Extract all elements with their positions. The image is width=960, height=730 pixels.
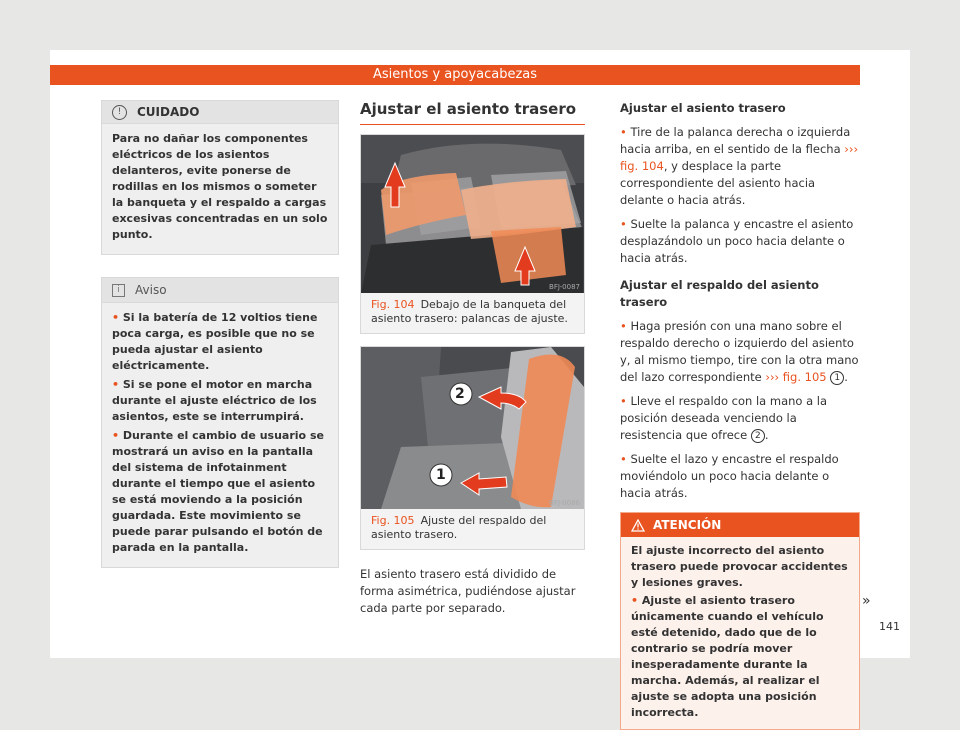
figure-105-image [361,347,584,509]
figure-104 [360,134,585,334]
instruction-item: • Suelte el lazo y encastre el respaldo moviéndolo un poco hacia delante o hacia atrás. [620,452,839,500]
figure-number: Fig. 105 [371,514,415,527]
rear-seat-lever-illustration [361,135,584,293]
callout-number: 1 [830,371,844,385]
aviso-item: • Durante el cambio de usuario se mostrará un aviso en la pantalla del sistema de infotainment durante el tiempo que el asiento se está moviendo a la posición guardada. Este movimiento se puede parar pulsando el botón de parada en la pantalla. [112,429,324,554]
section-title: Ajustar el asiento trasero [360,100,585,125]
cuidado-title: CUIDADO [137,105,200,119]
atencion-text: El ajuste incorrecto del asiento trasero puede provocar accidentes y lesiones graves. [631,544,848,589]
aviso-title: Aviso [135,283,167,297]
instruction-item: • Haga presión con una mano sobre el respaldo derecho o izquierdo del asiento y, al mismo tiempo, tire con la otra mano del lazo correspondiente ››› fig. 105 1 . [620,319,859,384]
warning-triangle-icon [631,519,645,532]
callout-2: 2 [455,386,465,402]
aviso-body [102,303,338,567]
intro-paragraph: El asiento trasero está dividido de forma asimétrica, pudiéndose ajustar cada parte por separado. [360,567,576,615]
cuidado-box [101,100,339,255]
bullet-icon: • [620,452,631,466]
aviso-item: • Si la batería de 12 voltios tiene poca carga, es posible que no se pueda ajustar el asiento eléctricamente. [112,311,318,372]
atencion-box [620,512,860,730]
cuidado-text: Para no dañar los componentes eléctricos de los asientos delanteros, evite ponerse de rodillas en los mismos o someter la banqueta y el respaldo a cargas excesivas concentradas en un solo punto. [112,132,328,241]
figure-105-caption [361,509,584,549]
left-column [101,100,339,568]
callout-1: 1 [436,467,446,483]
instruction-item: • Suelte la palanca y encastre el asiento desplazándolo un poco hacia delante o hacia atrás. [620,217,854,265]
figure-code: BFJ-0086 [549,499,580,507]
figure-number: Fig. 104 [371,298,415,311]
bullet-icon: • [620,394,631,408]
bullet-icon: • [112,378,123,391]
chapter-header: Asientos y apoyacabezas [50,65,860,85]
bullet-icon: • [620,217,631,231]
cuidado-header [102,101,338,124]
figure-link[interactable]: ››› fig. 105 [765,370,827,384]
figure-104-image [361,135,584,293]
callout-number: 2 [751,429,765,443]
instruction-item: • Tire de la palanca derecha o izquierda hacia arriba, en el sentido de la flecha ››› fig. 104, y desplace la parte correspondiente del asiento hacia delante o hacia atrás. [620,125,859,207]
atencion-body [621,537,859,729]
bullet-icon: • [631,594,642,607]
info-circle-icon: ! [112,105,127,120]
page-number: 141 [879,620,900,633]
caption-text: Ajuste del respaldo del asiento trasero. [371,514,547,541]
atencion-header [621,513,859,537]
figure-105 [360,346,585,550]
figure-link[interactable]: ››› fig. 104 [620,142,859,173]
continued-marker: » [862,593,871,609]
right-column [620,100,860,730]
figure-code: BFJ-0087 [549,283,580,291]
atencion-item: • Ajuste el asiento trasero únicamente cuando el vehículo esté detenido, dado que de lo contrario se podría mover inesperadamente durante la marcha. Además, al realizar el ajuste se adopta una posición incorrecta. [631,594,824,719]
figure-104-caption [361,293,584,333]
subheading-seat: Ajustar el asiento trasero [620,101,786,115]
bullet-icon: • [620,125,631,139]
aviso-box [101,277,339,568]
caption-text: Debajo de la banqueta del asiento trasero: palancas de ajuste. [371,298,568,325]
cuidado-body [102,124,338,254]
middle-column [360,100,585,617]
instruction-item: • Lleve el respaldo con la mano a la posición deseada venciendo la resistencia que ofrece 2 . [620,394,828,442]
atencion-title: ATENCIÓN [653,517,722,532]
aviso-item: • Si se pone el motor en marcha durante el ajuste eléctrico de los asientos, este se interrumpirá. [112,378,317,423]
rear-backrest-illustration [361,347,584,509]
note-icon: i [112,284,125,297]
aviso-header [102,278,338,303]
bullet-icon: • [112,429,123,442]
bullet-icon: • [620,319,631,333]
subheading-backrest: Ajustar el respaldo del asiento trasero [620,278,819,309]
bullet-icon: • [112,311,123,324]
